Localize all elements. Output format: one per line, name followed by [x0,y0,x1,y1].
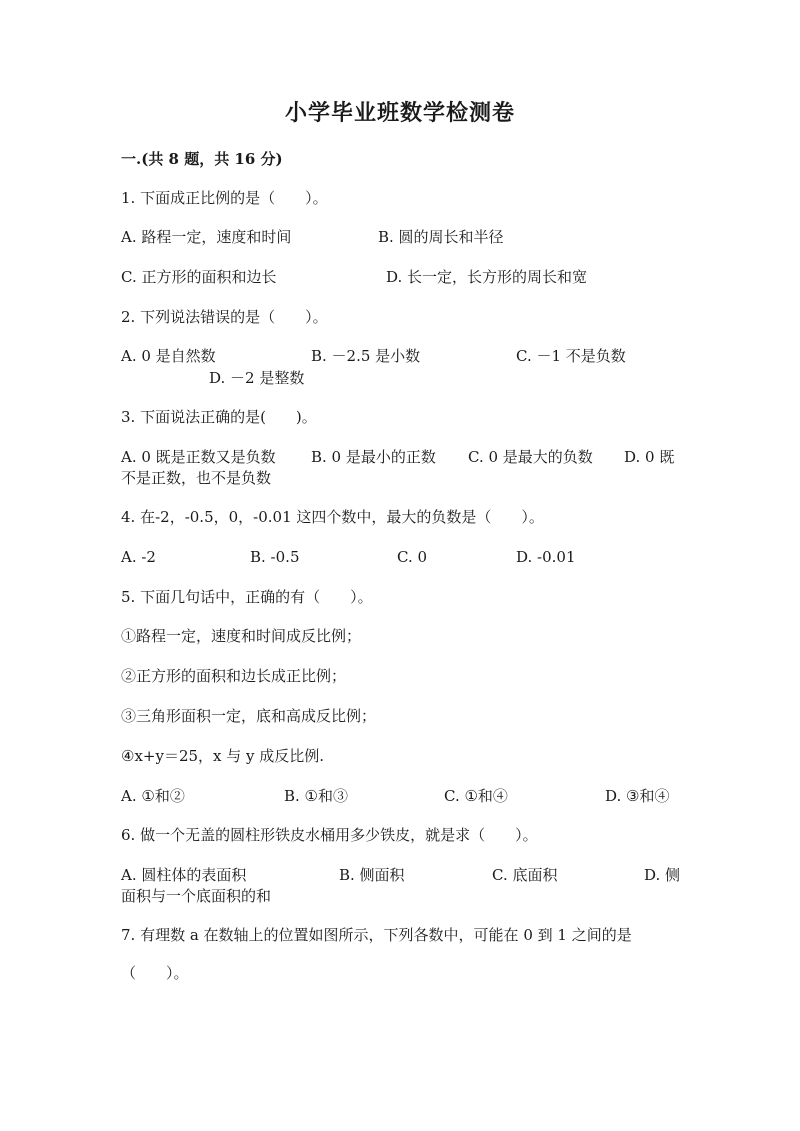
section-heading: 一.(共 8 题，共 16 分) [121,150,283,168]
question-4-option-a[interactable]: A. -2 [121,548,156,566]
question-5-stem: 5. 下面几句话中，正确的有（ ）。 [121,588,373,606]
question-3-option-b[interactable]: B. 0 是最小的正数 [311,448,436,466]
question-1-option-b[interactable]: B. 圆的周长和半径 [378,228,504,246]
question-4-option-d[interactable]: D. -0.01 [516,548,576,566]
question-5-option-d[interactable]: D. ③和④ [605,787,670,805]
question-3-option-d[interactable]: D. 0 既 [624,448,675,466]
question-5-statement-2: ②正方形的面积和边长成正比例； [121,667,347,685]
question-1-option-c[interactable]: C. 正方形的面积和边长 [121,268,277,286]
question-5-option-c[interactable]: C. ①和④ [444,787,508,805]
question-3-option-a[interactable]: A. 0 既是正数又是负数 [121,448,276,466]
question-2-option-a[interactable]: A. 0 是自然数 [121,347,216,365]
question-4-option-b[interactable]: B. -0.5 [250,548,300,566]
question-7-stem-continued: （ ）。 [121,964,189,982]
question-5-statement-1: ①路程一定，速度和时间成反比例； [121,627,362,645]
question-1-option-d[interactable]: D. 长一定，长方形的周长和宽 [386,268,588,286]
question-1-option-a[interactable]: A. 路程一定，速度和时间 [121,228,292,246]
question-2-option-c[interactable]: C. －1 不是负数 [516,347,626,365]
question-3-option-d-continued[interactable]: 不是正数，也不是负数 [121,469,272,487]
question-6-option-b[interactable]: B. 侧面积 [339,866,405,884]
question-6-option-d[interactable]: D. 侧 [644,866,681,884]
question-1-stem: 1. 下面成正比例的是（ ）。 [121,189,328,207]
question-5-statement-4: ④x+y＝25，x 与 y 成反比例. [121,747,325,765]
question-6-option-a[interactable]: A. 圆柱体的表面积 [121,866,247,884]
question-4-stem: 4. 在-2，-0.5，0，-0.01 这四个数中，最大的负数是（ ）。 [121,508,544,526]
question-6-option-c[interactable]: C. 底面积 [492,866,558,884]
question-5-option-a[interactable]: A. ①和② [121,787,185,805]
question-7-stem: 7. 有理数 a 在数轴上的位置如图所示，下列各数中，可能在 0 到 1 之间的是 [121,926,632,944]
page-title: 小学毕业班数学检测卷 [284,100,515,126]
question-2-stem: 2. 下列说法错误的是（ ）。 [121,308,328,326]
question-6-option-d-continued[interactable]: 面积与一个底面积的和 [121,887,272,905]
question-3-stem: 3. 下面说法正确的是( )。 [121,408,317,426]
question-6-stem: 6. 做一个无盖的圆柱形铁皮水桶用多少铁皮，就是求（ ）。 [121,826,538,844]
question-2-option-b[interactable]: B. －2.5 是小数 [311,347,421,365]
question-3-option-c[interactable]: C. 0 是最大的负数 [468,448,593,466]
question-4-option-c[interactable]: C. 0 [397,548,428,566]
question-5-option-b[interactable]: B. ①和③ [284,787,349,805]
question-5-statement-3: ③三角形面积一定，底和高成反比例； [121,707,377,725]
question-2-option-d[interactable]: D. －2 是整数 [209,369,305,387]
